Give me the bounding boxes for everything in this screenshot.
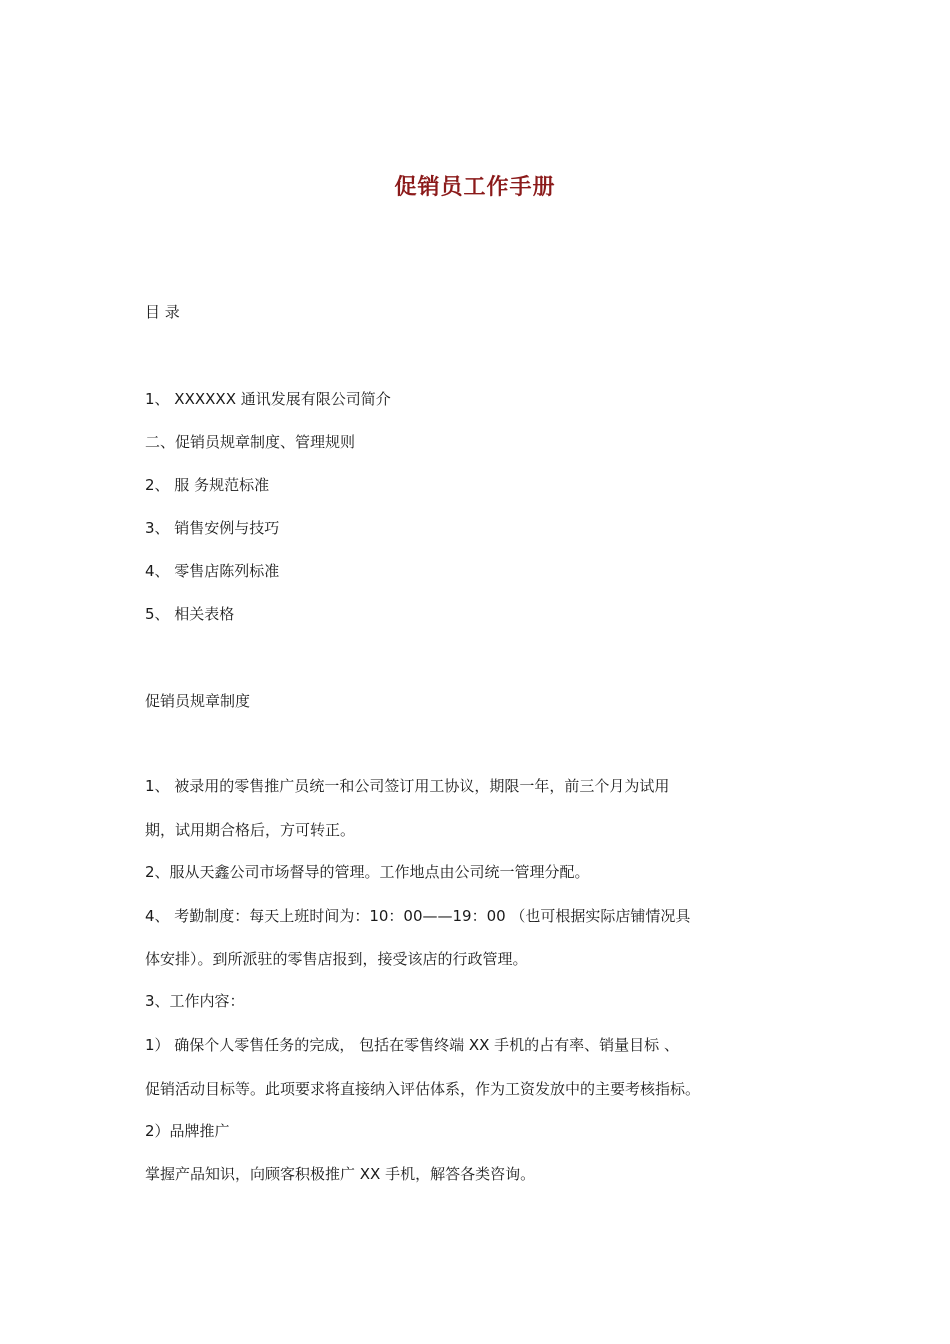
paragraph-line: 1） 确保个人零售任务的完成， 包括在零售终端 XX 手机的占有率、销量目标 、 bbox=[145, 1036, 679, 1054]
paragraph-line: 2）品牌推广 bbox=[145, 1122, 230, 1140]
paragraph-line: 促销活动目标等。此项要求将直接纳入评估体系，作为工资发放中的主要考核指标。 bbox=[145, 1080, 701, 1098]
paragraph-line: 期，试用期合格后，方可转正。 bbox=[145, 821, 356, 839]
paragraph-line: 4、 考勤制度：每天上班时间为：10：00——19：00 （也可根据实际店铺情况具 bbox=[145, 907, 691, 925]
toc-item: 二、促销员规章制度、管理规则 bbox=[145, 433, 356, 451]
section-heading: 促销员规章制度 bbox=[145, 692, 251, 710]
toc-item: 5、 相关表格 bbox=[145, 605, 235, 623]
toc-heading: 目 录 bbox=[145, 303, 180, 321]
document-title: 促销员工作手册 bbox=[394, 174, 556, 200]
paragraph-line: 2、服从天鑫公司市场督导的管理。工作地点由公司统一管理分配。 bbox=[145, 863, 590, 881]
toc-item: 2、 服 务规范标准 bbox=[145, 476, 270, 494]
toc-item: 1、 XXXXXX 通讯发展有限公司简介 bbox=[145, 390, 391, 408]
paragraph-line: 3、工作内容： bbox=[145, 992, 245, 1010]
paragraph-line: 体安排）。到所派驻的零售店报到，接受该店的行政管理。 bbox=[145, 950, 528, 968]
paragraph-line: 1、 被录用的零售推广员统一和公司签订用工协议，期限一年，前三个月为试用 bbox=[145, 777, 670, 795]
toc-item: 3、 销售安例与技巧 bbox=[145, 519, 280, 537]
paragraph-line: 掌握产品知识，向顾客积极推广 XX 手机，解答各类咨询。 bbox=[145, 1165, 536, 1183]
toc-item: 4、 零售店陈列标准 bbox=[145, 562, 280, 580]
